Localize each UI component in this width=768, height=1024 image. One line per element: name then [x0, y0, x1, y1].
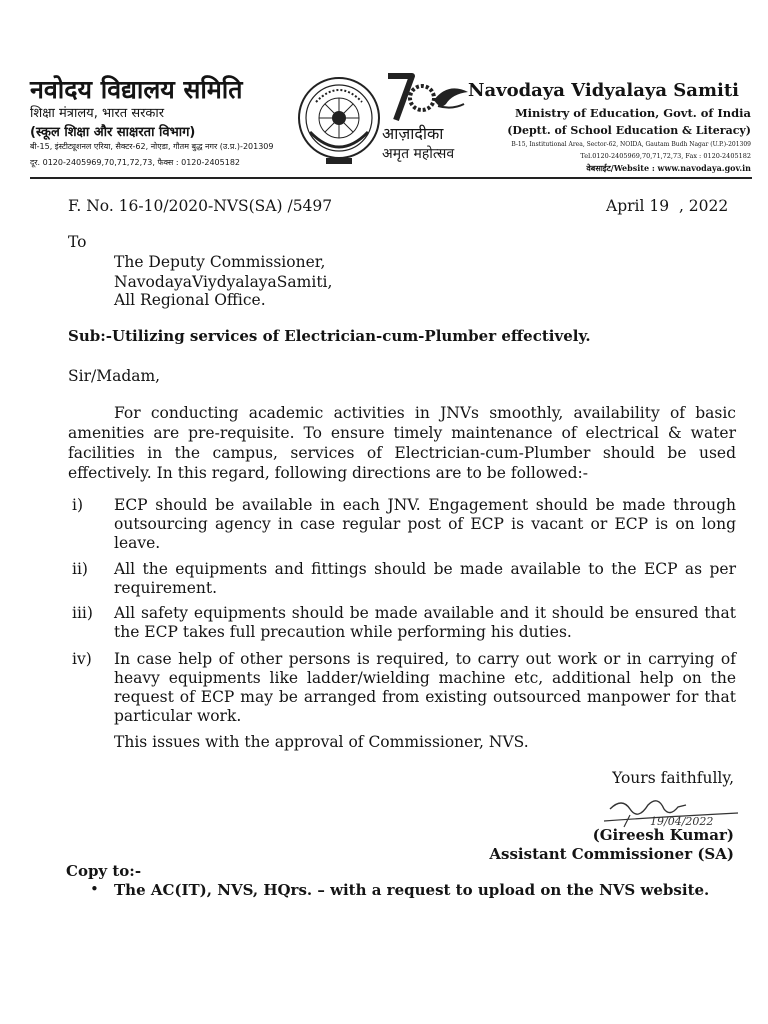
to-label: To [68, 233, 87, 251]
list-item-text: All the equipments and fittings should be made available to the ECP as per requirement. [114, 560, 736, 597]
hindi-address: बी-15, इंस्टीट्यूशनल एरिया, सैक्टर-62, नोएडा, गौतम बुद्ध नगर (उ.प्र.)-201309 [30, 142, 274, 151]
org-phone: Tel.0120-2405969,70,71,72,73, Fax : 0120-2405182 [580, 152, 751, 160]
org-title: Navodaya Vidyalaya Samiti [468, 80, 740, 101]
list-item-number: ii) [72, 560, 88, 578]
hindi-dept: (स्कूल शिक्षा और साक्षरता विभाग) [30, 125, 196, 140]
list-item-number: iv) [72, 650, 92, 668]
signer-title: Assistant Commissioner (SA) [489, 845, 734, 863]
closing: Yours faithfully, [612, 769, 734, 787]
letterhead-divider [30, 177, 752, 179]
copy-to-label: Copy to:- [66, 862, 142, 880]
signer-name: (Gireesh Kumar) [592, 826, 734, 844]
org-ministry: Ministry of Education, Govt. of India [514, 106, 751, 120]
org-address: B-15, Institutional Area, Sector-62, NOIDA, Gautam Budh Nagar (U.P.)-201309 [511, 141, 751, 148]
list-item-number: i) [72, 496, 84, 514]
recipient-line-1: The Deputy Commissioner, [114, 253, 326, 271]
org-dept: (Deptt. of School Education & Literacy) [507, 124, 751, 137]
intro-paragraph: For conducting academic activities in JNVs smoothly, availability of basic amenities are pre-requisite. To ensure timely maintenance of electrical & water facilities in the campus, services of Electrician-cum-Plumber should be used effectively. In this regard, following directions are to be followed:- [68, 404, 736, 482]
azadi-ka-amrit-mahotsav-logo [382, 70, 472, 170]
recipient-line-2: NavodayaViydyalayaSamiti, [114, 273, 333, 291]
hindi-phone: दूर. 0120-2405969,70,71,72,73, फैक्स : 0120-2405182 [30, 158, 241, 167]
list-item-number: iii) [72, 604, 93, 622]
signature-date: 19/04/2022 [650, 815, 714, 828]
list-item-text: All safety equipments should be made available and it should be ensured that the ECP takes full precaution while performing his duties. [114, 604, 736, 641]
org-website: वेबसाईट/Website : www.navodaya.gov.in [586, 163, 751, 173]
salutation: Sir/Madam, [68, 367, 161, 385]
azadi-line-2: अमृत महोत्सव [382, 146, 455, 162]
file-number: F. No. 16-10/2020-NVS(SA) /5497 [68, 197, 333, 215]
bullet-icon: • [90, 880, 99, 898]
copy-item-text: The AC(IT), NVS, HQrs. – with a request to upload on the NVS website. [114, 881, 710, 899]
hindi-title: नवोदय विद्यालय समिति [30, 75, 243, 104]
approval-note: This issues with the approval of Commissioner, NVS. [114, 733, 529, 751]
list-item-text: In case help of other persons is required, to carry out work or in carrying of heavy equipments like ladder/wielding machine etc, additional help on the request of ECP may be arranged from existing outsourced manpower for that particular work. [114, 650, 736, 725]
letter-date: April 19 , 2022 [606, 197, 729, 215]
recipient-line-3: All Regional Office. [114, 291, 266, 309]
list-item-text: ECP should be available in each JNV. Engagement should be made through outsourcing agency in case regular post of ECP is vacant or ECP is on long leave. [114, 496, 736, 552]
hindi-ministry: शिक्षा मंत्रालय, भारत सरकार [30, 106, 165, 121]
subject-line: Sub:-Utilizing services of Electrician-cum-Plumber effectively. [68, 327, 591, 345]
nvs-emblem-icon [296, 72, 382, 168]
azadi-line-1: आज़ादीका [382, 124, 444, 143]
